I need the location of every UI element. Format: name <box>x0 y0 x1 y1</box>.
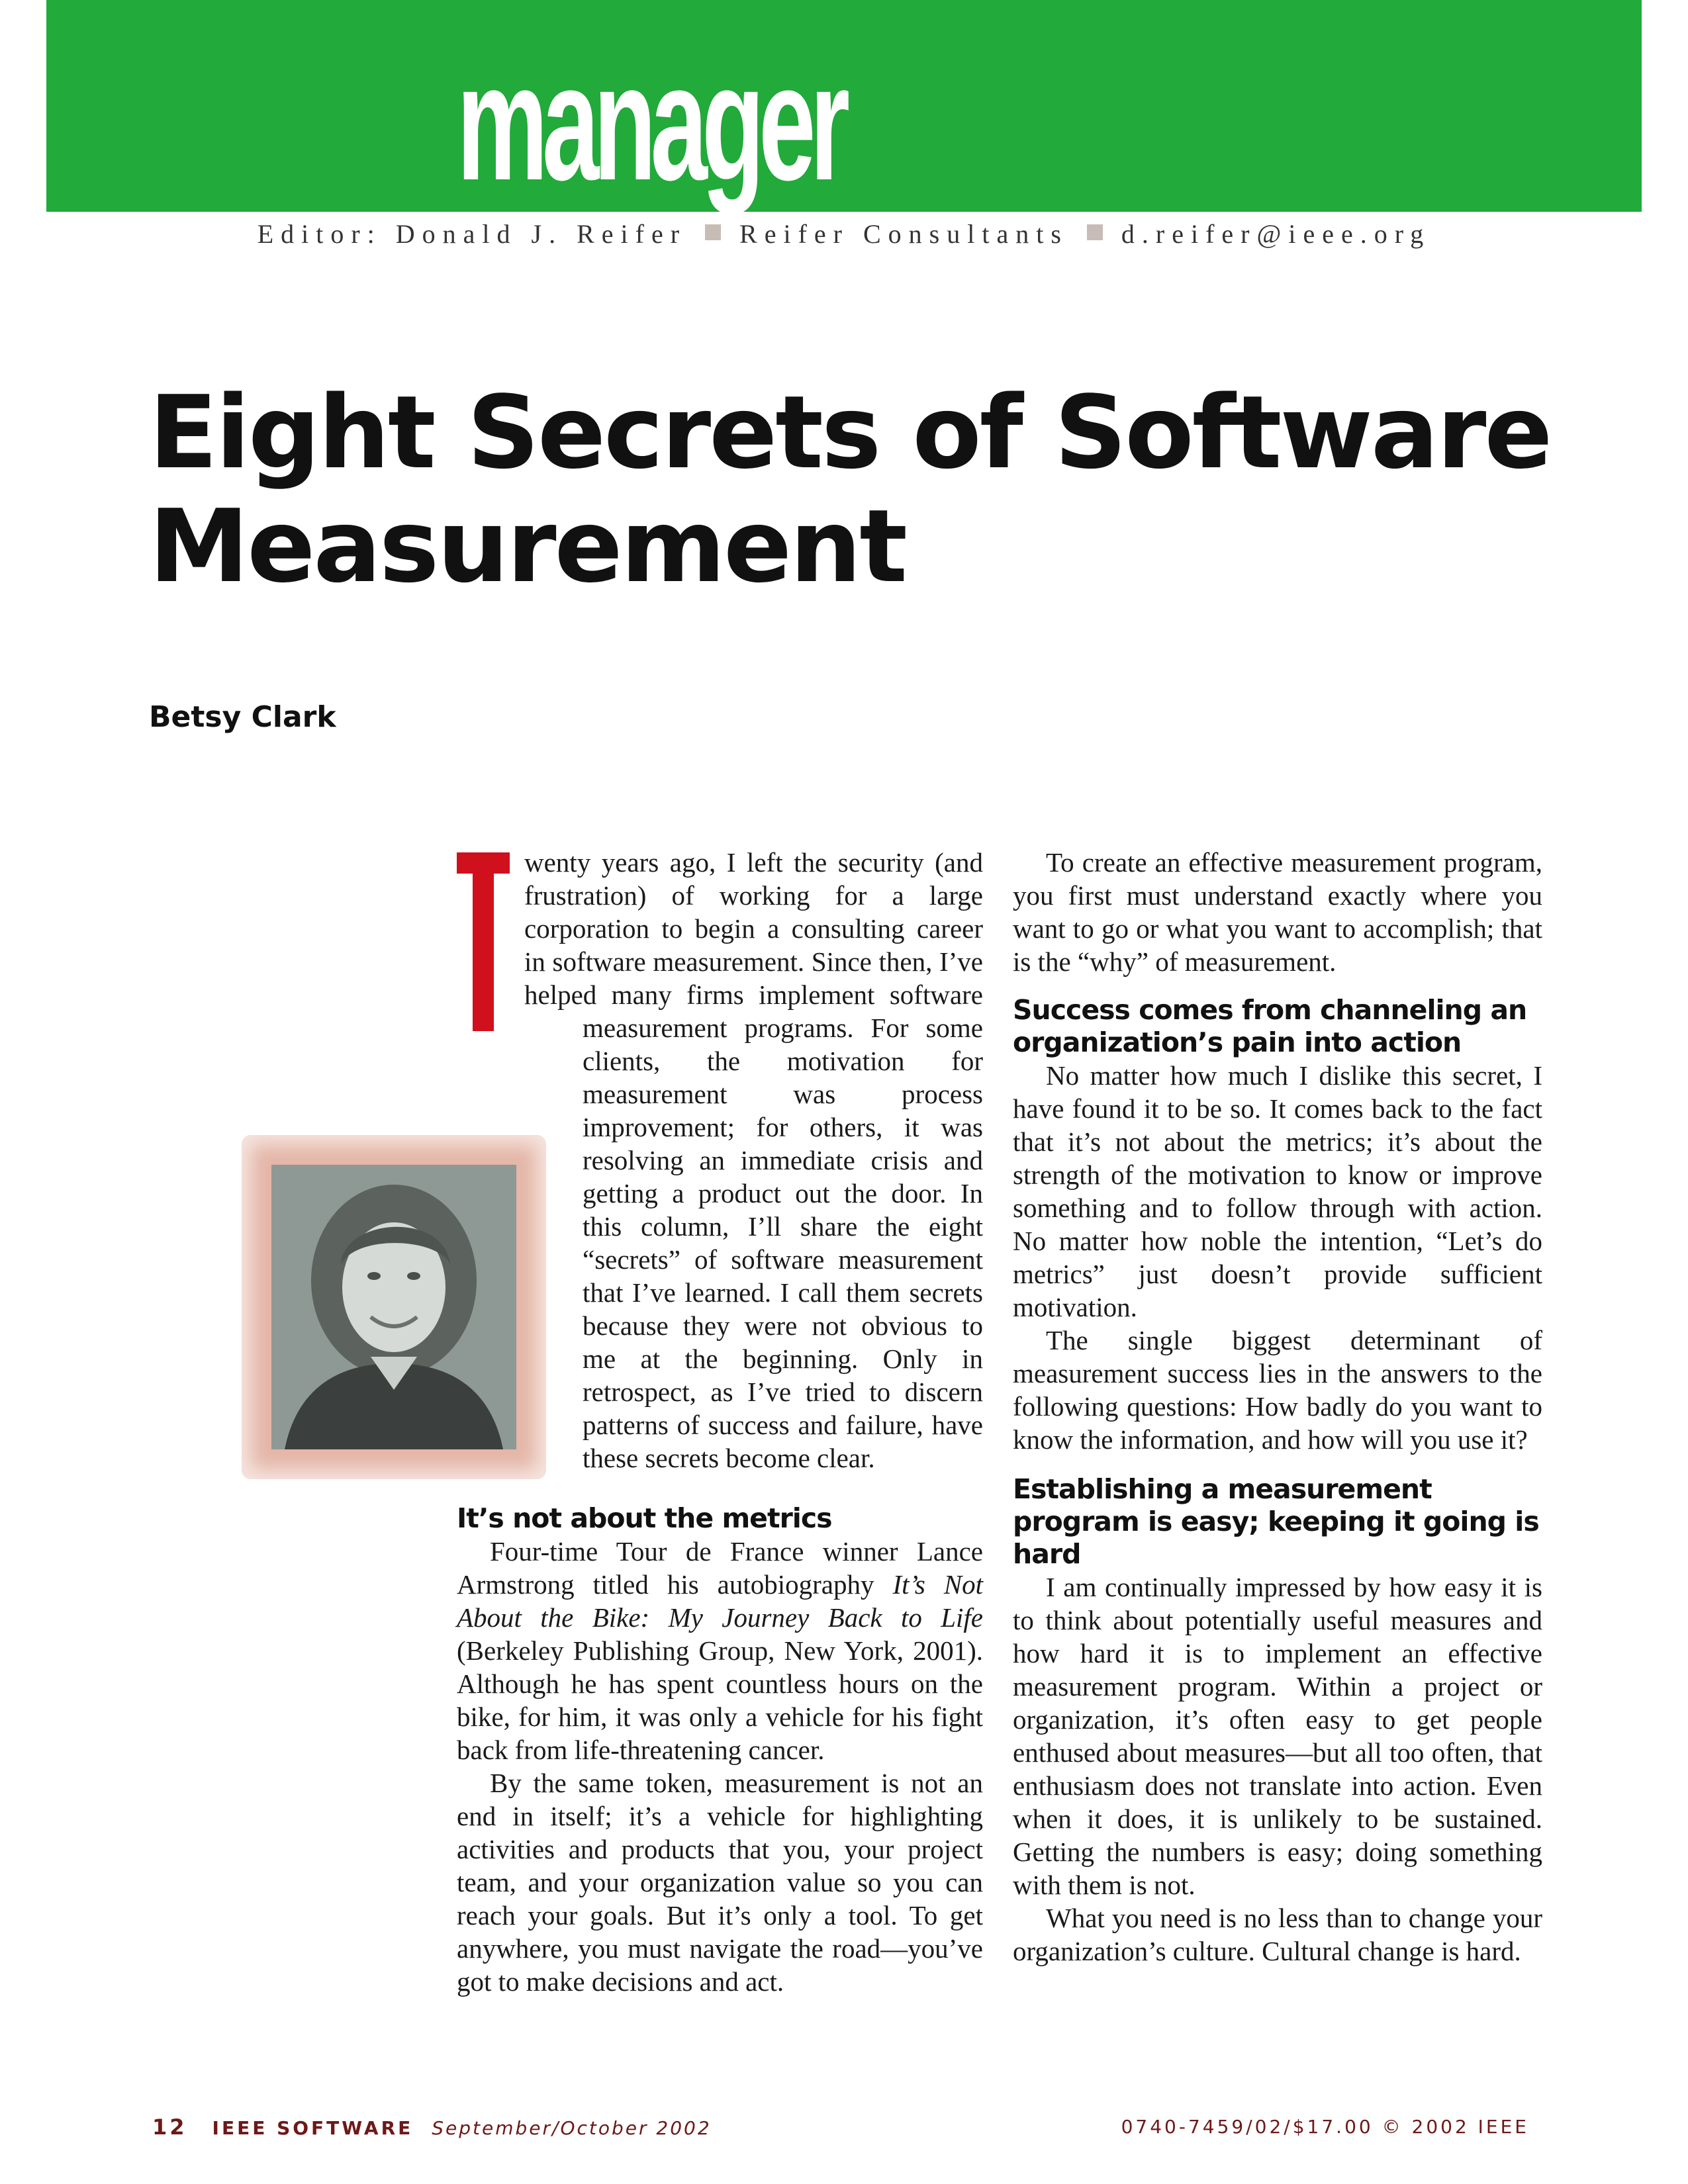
paragraph-vehicle: By the same token, measurement is not an end in itself; it’s a vehicle for highlighting activities and products that you, your project team, and your organization value so you can reach your goals. But it’s only a tool. To get anywhere, you must navigate the road—you’ve got to make decisions and act. <box>457 1768 983 1997</box>
paragraph-why: To create an effective measurement program, you first must understand exactly where you want to go or what you want to accomplish; that is the “why” of measurement. <box>1013 847 1542 977</box>
intro-paragraph <box>457 846 983 1475</box>
editor-name: Editor: Donald J. Reifer <box>257 219 687 249</box>
separator-square-icon <box>1087 224 1103 240</box>
copyright-code: 0740-7459/02/$17.00 © 2002 IEEE <box>1121 2116 1529 2138</box>
article-title <box>149 376 1605 604</box>
column-right <box>1013 846 1542 1968</box>
department-name: manager <box>457 30 845 214</box>
photo-wrap-spacer <box>457 1031 583 1455</box>
editor-email: d.reifer@ieee.org <box>1121 219 1431 249</box>
column-left <box>457 846 983 1998</box>
paragraph-motivation: No matter how much I dislike this secret, I have found it to be so. It comes back to the fact that it’s not about the metrics; it’s about the strength of the motivation to know or improve something and to follow through with action. No matter how noble the intention, “Let’s do metrics” just doesn’t provide sufficient motivation. <box>1013 1060 1542 1322</box>
paragraph-impressed: I am continually impressed by how easy it is to think about potentially useful measures and how hard it is to implement an effective measurement program. Within a project or organization, it’s often easy to get people enthused about measures—but all too often, that enthusiasm does not translate into action. Even when it does, it is unlikely to be sustained. Getting the numbers is easy; doing something with them is not. <box>1013 1572 1542 1900</box>
intro-text: wenty years ago, I left the security (and frustration) of working for a large corporation to begin a consulting career in software measurement. Since then, I’ve helped many firms implement software measurement programs. For some clients, the motivation for measurement was process improvement; for others, it was resolving an immediate crisis and getting a product out the door. In this column, I’ll share the eight “secrets” of software measurement that I’ve learned. I call them secrets because they were not obvious to me at the beginning. Only in retrospect, as I’ve tried to discern patterns of success and failure, have these secrets become clear. <box>524 847 983 1473</box>
section-heading-easy-hard: Establishing a measurement program is easy; keeping it going is hard <box>1013 1473 1539 1570</box>
department-banner <box>46 0 1642 212</box>
editor-affiliation: Reifer Consultants <box>739 219 1068 249</box>
page-number: 12 <box>152 2115 187 2140</box>
issue-date: September/October 2002 <box>432 2117 712 2139</box>
editor-credit <box>0 218 1688 250</box>
author-byline: Betsy Clark <box>149 700 336 734</box>
section-heading-metrics: It’s not about the metrics <box>457 1502 832 1534</box>
book-title: It’s Not About the Bike: My Journey Back to Life <box>457 1569 984 1633</box>
paragraph-determinant: The single biggest determinant of measurement success lies in the answers to the following questions: How badly do you want to know the information, and how will you use it? <box>1013 1325 1542 1455</box>
magazine-name: IEEE SOFTWARE <box>212 2117 414 2139</box>
drop-cap-t <box>457 852 510 1031</box>
section-heading-pain: Success comes from channeling an organization’s pain into action <box>1013 994 1527 1058</box>
paragraph-culture: What you need is no less than to change your organization’s culture. Cultural change is hard. <box>1013 1903 1542 1966</box>
title-line-2: Measurement <box>149 488 906 605</box>
page-footer-left <box>152 2113 712 2142</box>
title-line-1: Eight Secrets of Software <box>149 374 1551 491</box>
paragraph-armstrong: Four-time Tour de France winner Lance Armstrong titled his autobiography It’s Not About the Bike: My Journey Back to Life (Berkeley Publishing Group, New York, 2001). Although he has spent countless hours on the bike, for him, it was only a vehicle for his fight back from life-threatening cancer. <box>457 1536 984 1765</box>
separator-square-icon <box>705 224 721 240</box>
